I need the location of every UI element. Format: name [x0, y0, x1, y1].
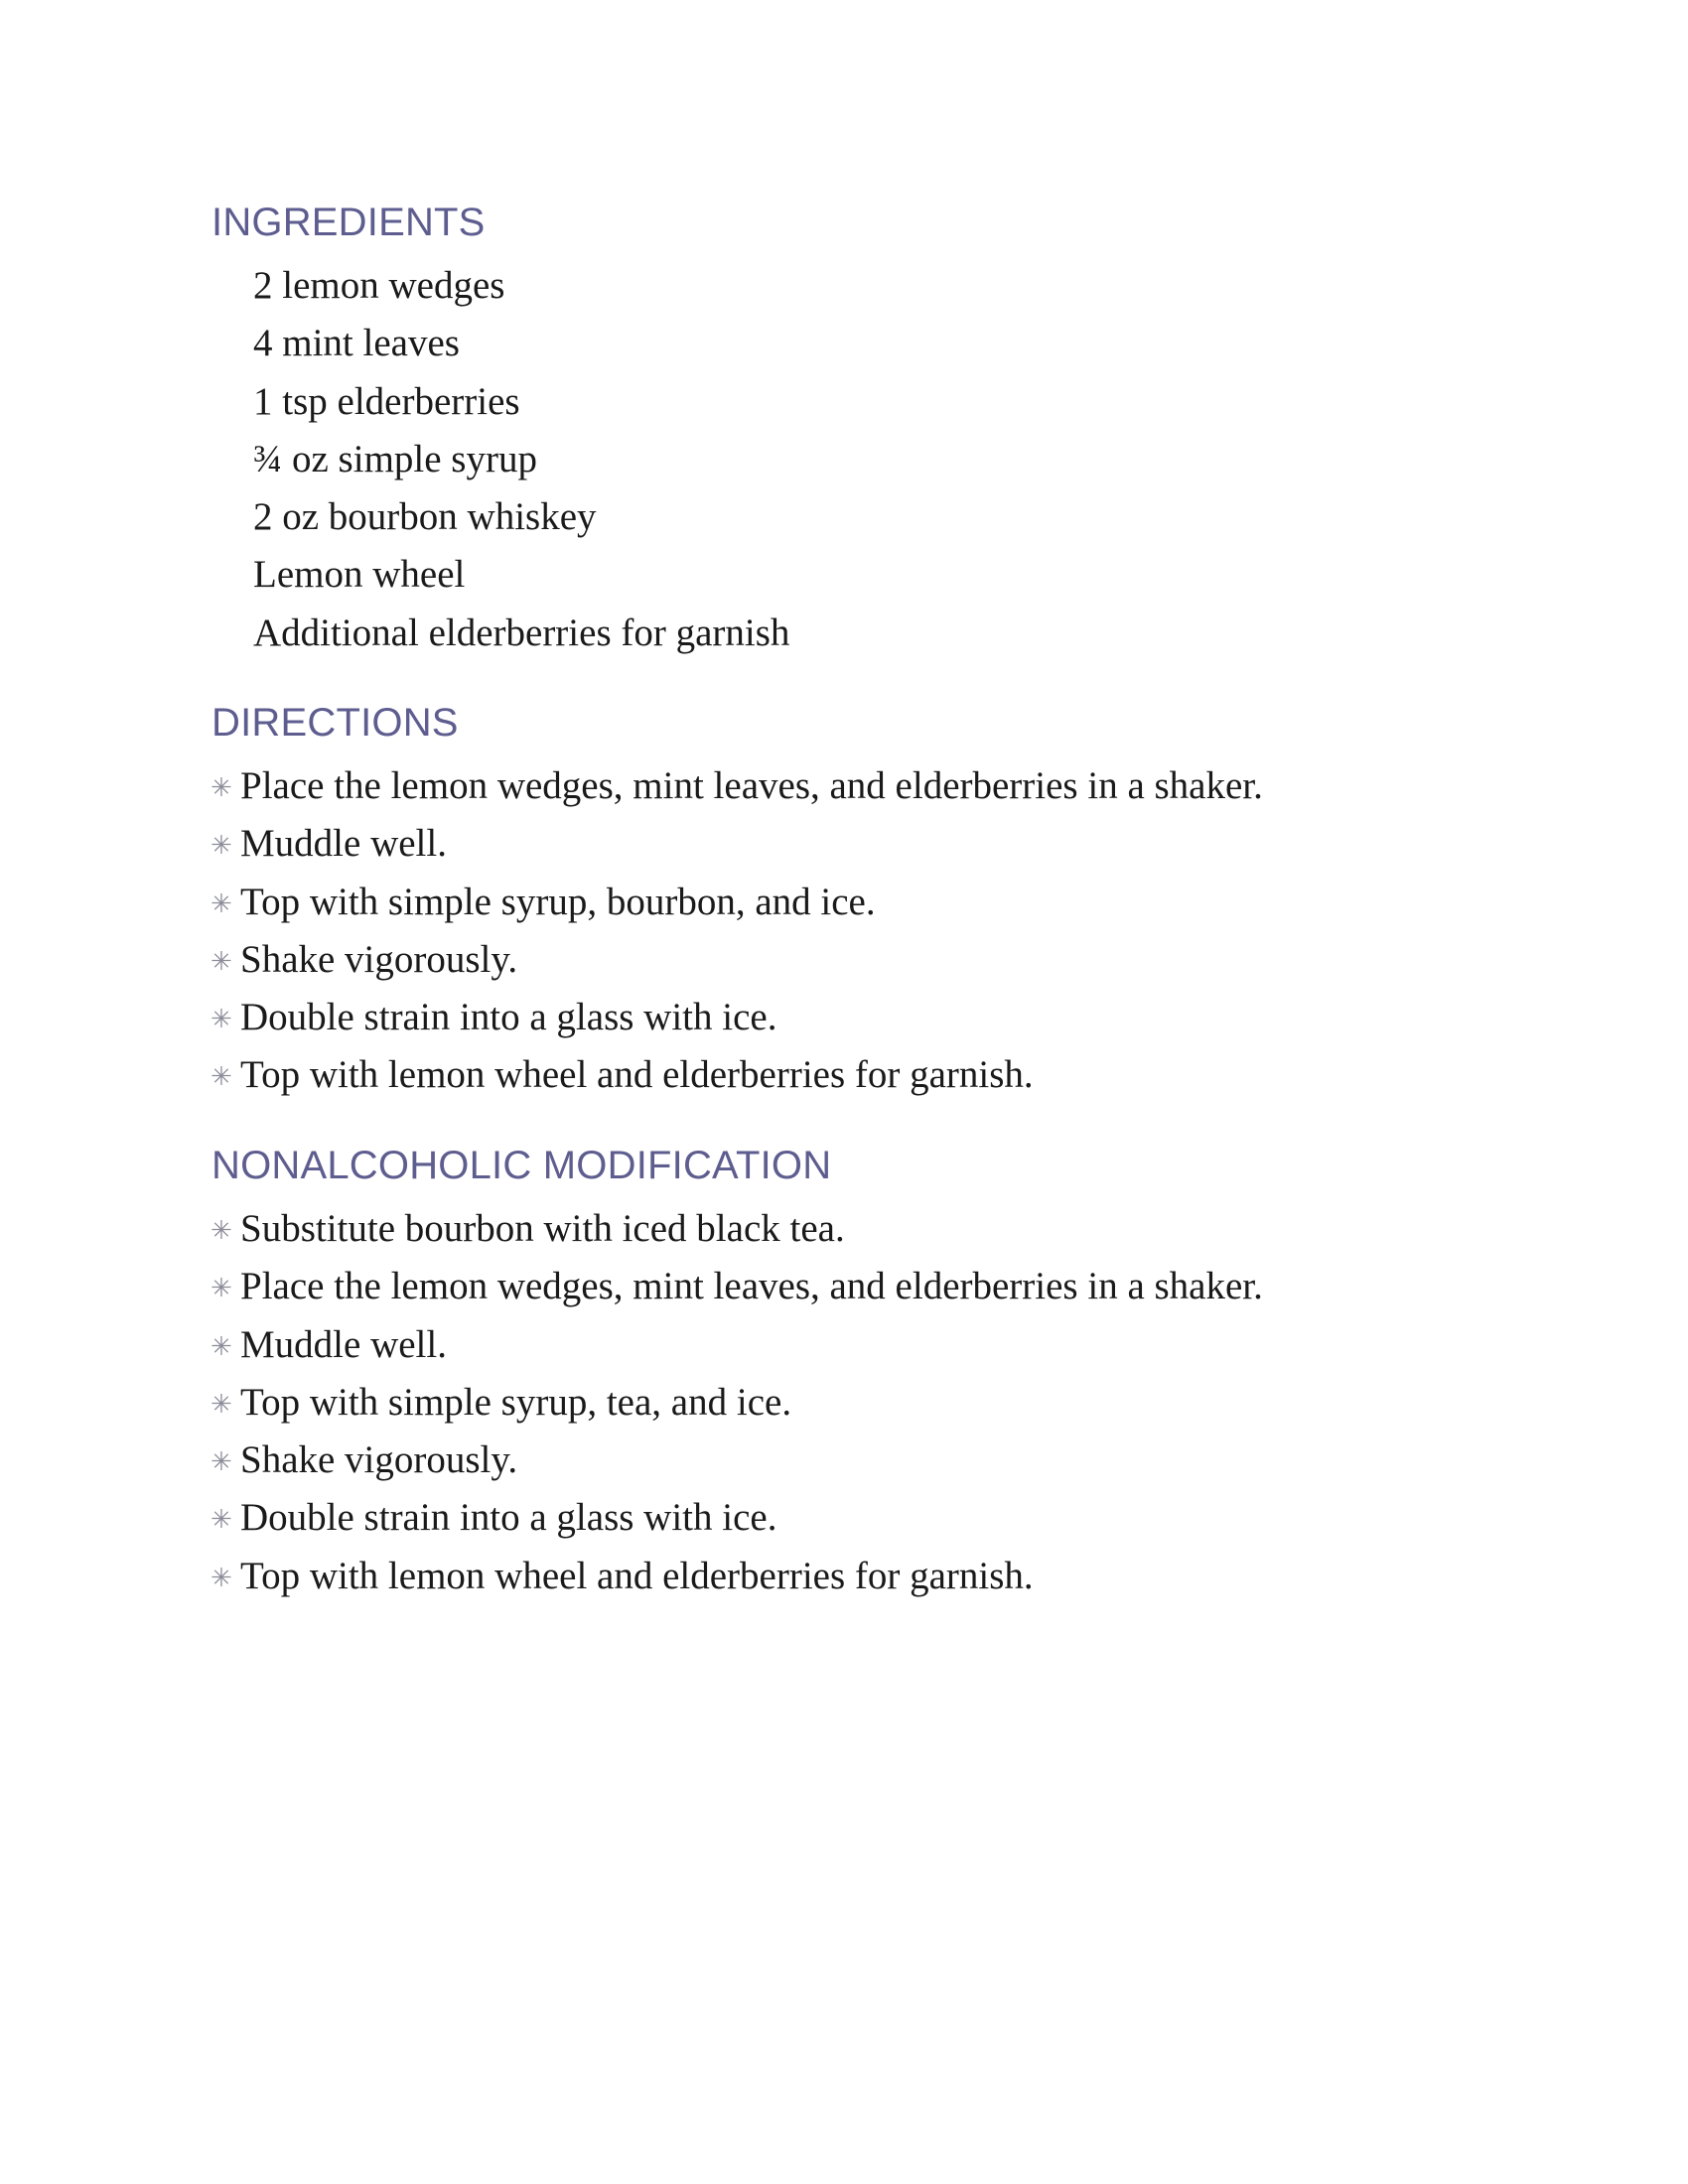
direction-step-text: Muddle well.	[240, 822, 447, 866]
asterisk-bullet-icon: ✳	[211, 1563, 232, 1593]
nonalcoholic-step-text: Top with lemon wheel and elderberries for garnish.	[240, 1554, 1034, 1597]
asterisk-bullet-icon: ✳	[211, 1274, 232, 1304]
direction-step	[211, 815, 1263, 873]
asterisk-bullet-icon: ✳	[211, 1505, 232, 1536]
nonalcoholic-step-text: Place the lemon wedges, mint leaves, and elderberries in a shaker.	[240, 1265, 1263, 1308]
asterisk-bullet-icon: ✳	[211, 1062, 232, 1093]
direction-step-text: Place the lemon wedges, mint leaves, and elderberries in a shaker.	[240, 764, 1263, 807]
asterisk-bullet-icon: ✳	[211, 1216, 232, 1246]
nonalcoholic-step-text: Substitute bourbon with iced black tea.	[240, 1207, 845, 1250]
direction-step	[211, 989, 1263, 1046]
nonalcoholic-step-text: Double strain into a glass with ice.	[240, 1496, 777, 1540]
nonalcoholic-step	[211, 1548, 1263, 1605]
nonalcoholic-step	[211, 1374, 1263, 1432]
nonalcoholic-list	[211, 1200, 1263, 1605]
ingredients-heading: INGREDIENTS	[211, 201, 486, 244]
directions-list	[211, 757, 1263, 1105]
ingredient-item: 4 mint leaves	[253, 322, 460, 365]
ingredient-item: 2 oz bourbon whiskey	[253, 495, 597, 539]
nonalcoholic-step-text: Top with simple syrup, tea, and ice.	[240, 1380, 792, 1424]
asterisk-bullet-icon: ✳	[211, 1331, 232, 1362]
direction-step-text: Double strain into a glass with ice.	[240, 996, 777, 1039]
asterisk-bullet-icon: ✳	[211, 831, 232, 862]
ingredient-item: 1 tsp elderberries	[253, 379, 520, 423]
direction-step-text: Shake vigorously.	[240, 937, 518, 981]
direction-step	[211, 1046, 1263, 1104]
direction-step-text: Top with simple syrup, bourbon, and ice.	[240, 880, 876, 923]
direction-step	[211, 757, 1263, 815]
ingredient-item: Lemon wheel	[253, 553, 466, 597]
asterisk-bullet-icon: ✳	[211, 1389, 232, 1420]
nonalcoholic-step-text: Muddle well.	[240, 1322, 447, 1366]
ingredients-list	[253, 257, 789, 662]
nonalcoholic-step-text: Shake vigorously.	[240, 1438, 518, 1482]
direction-step-text: Top with lemon wheel and elderberries for garnish.	[240, 1053, 1034, 1097]
ingredient-item: Additional elderberries for garnish	[253, 611, 790, 654]
ingredient-item: 2 lemon wedges	[253, 264, 505, 307]
nonalcoholic-step	[211, 1258, 1263, 1315]
nonalcoholic-step	[211, 1489, 1263, 1547]
asterisk-bullet-icon: ✳	[211, 888, 232, 919]
nonalcoholic-step	[211, 1432, 1263, 1489]
nonalcoholic-heading: NONALCOHOLIC MODIFICATION	[211, 1144, 832, 1187]
direction-step	[211, 931, 1263, 989]
asterisk-bullet-icon: ✳	[211, 1447, 232, 1478]
asterisk-bullet-icon: ✳	[211, 773, 232, 803]
directions-heading: DIRECTIONS	[211, 701, 459, 745]
nonalcoholic-step	[211, 1200, 1263, 1258]
nonalcoholic-step	[211, 1316, 1263, 1374]
asterisk-bullet-icon: ✳	[211, 1005, 232, 1035]
asterisk-bullet-icon: ✳	[211, 946, 232, 977]
direction-step	[211, 874, 1263, 931]
ingredient-item: ¾ oz simple syrup	[253, 437, 537, 480]
